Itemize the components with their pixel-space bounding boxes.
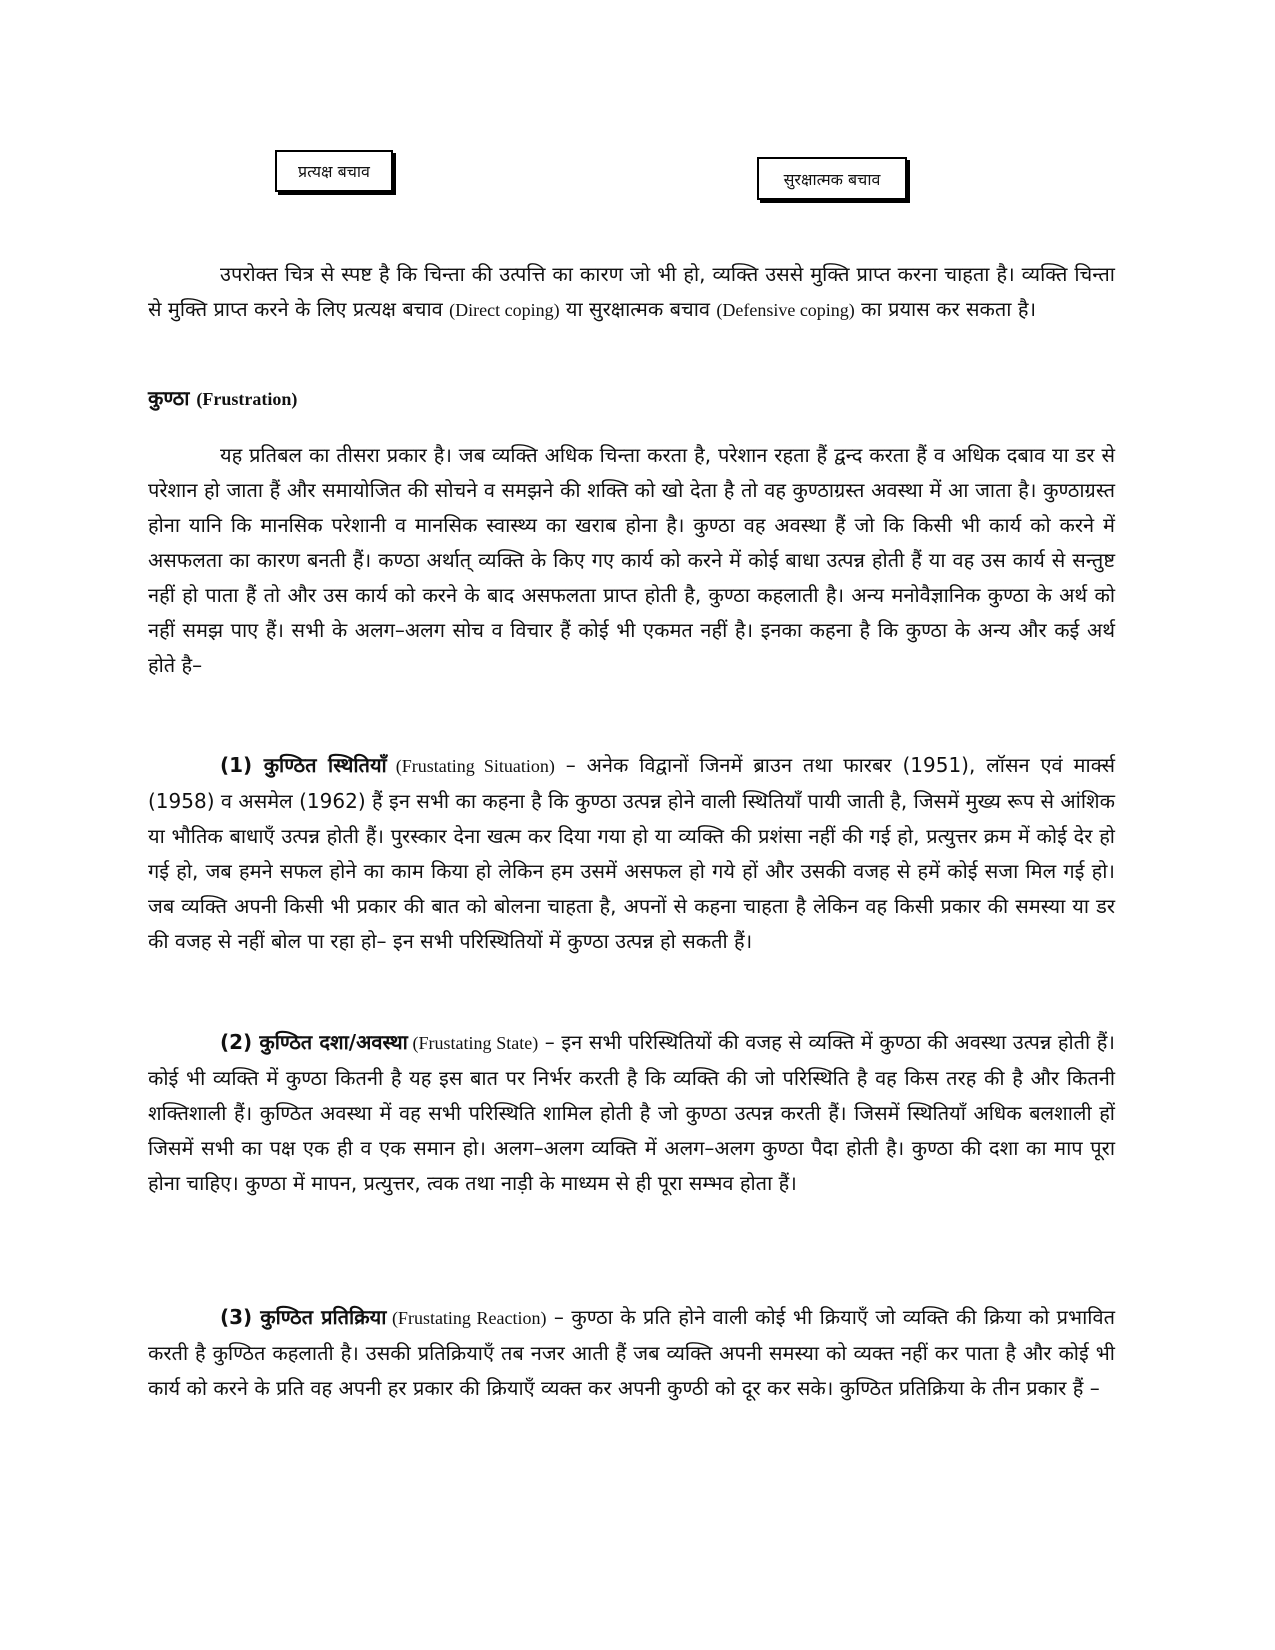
item1-text: – अनेक विद्वानों जिनमें ब्राउन तथा फारबर (1951), लॉसन एवं मार्क्स (1958) व असमेल (1962) हैं इन सभी का कहना है कि कुण्ठा उत्पन्न होने वाली स्थितियाँ पायी जाती है, जिसमें मुख्य रूप से आंशिक या भौतिक बाधाएँ उत्पन्न होती हैं। पुरस्कार देना खत्म कर दिया गया हो या व्यक्ति की प्रशंसा नहीं की गई हो, प्रत्युत्तर क्रम में कोई देर हो गई हो, जब हमने सफल होने का काम किया हो लेकिन हम उसमें असफल हो गये हों और उसकी वजह से हमें कोई सजा मिल गई हो। जब व्यक्ति अपनी किसी भी प्रकार की बात को बोलना चाहता है, अपनों से कहना चाहता है लेकिन वह किसी प्रकार की समस्या या डर की वजह से नहीं बोल पा रहा हो– इन सभी परिस्थितियों में कुण्ठा उत्पन्न हो सकती हैं। [148,753,1115,953]
item1-english: (Frustating Situation) [386,756,555,776]
defensive-coping-box [757,157,907,200]
frustration-paragraph [148,438,1115,683]
intro-text-2: या सुरक्षात्मक बचाव [559,297,717,321]
section-heading [148,384,297,411]
item-frustrating-reaction [148,1300,1115,1406]
intro-en-2: (Defensive coping) [716,300,855,320]
item2-heading: (2) कुण्ठित दशा/अवस्था [220,1030,408,1054]
direct-coping-box [275,150,393,192]
item2-english: (Frustating State) [407,1033,539,1053]
item-frustrating-state [148,1025,1115,1201]
item2-text: – इन सभी परिस्थितियों की वजह से व्यक्ति में कुण्ठा की अवस्था उत्पन्न होती हैं। कोई भी व्यक्ति में कुण्ठा कितनी है यह इस बात पर निर्भर करती है कि व्यक्ति की जो परिस्थिति है वह किस तरह की है और कितनी शक्तिशाली हैं। कुण्ठित अवस्था में वह सभी परिस्थिति शामिल होती है जो कुण्ठा उत्पन्न करती हैं। जिसमें स्थितियाँ अधिक बलशाली हों जिसमें सभी का पक्ष एक ही व एक समान हो। अलग–अलग व्यक्ति में अलग–अलग कुण्ठा पैदा होती है। कुण्ठा की दशा का माप पूरा होना चाहिए। कुण्ठा में मापन, प्रत्युत्तर, त्वक तथा नाड़ी के माध्यम से ही पूरा सम्भव होता हैं। [148,1030,1115,1195]
item3-heading: (3) कुण्ठित प्रतिक्रिया [220,1305,387,1329]
intro-text-1: उपरोक्त चित्र से स्पष्ट है कि चिन्ता की उत्पत्ति का कारण जो भी हो, व्यक्ति उससे मुक्ति प्राप्त करना चाहता है। व्यक्ति चिन्ता से मुक्ति प्राप्त करने के लिए प्रत्यक्ष बचाव [148,262,1115,321]
intro-paragraph [148,257,1115,328]
direct-coping-label: प्रत्यक्ष बचाव [298,162,370,181]
frustration-text: यह प्रतिबल का तीसरा प्रकार है। जब व्यक्ति अधिक चिन्ता करता है, परेशान रहता हैं द्वन्द करता हैं व अधिक दबाव या डर से परेशान हो जाता हैं और समायोजित की सोचने व समझने की शक्ति को खो देता है तो वह कुण्ठाग्रस्त अवस्था में आ जाता है। कुण्ठाग्रस्त होना यानि कि मानसिक परेशानी व मानसिक स्वास्थ्य का खराब होना है। कुण्ठा वह अवस्था हैं जो कि किसी भी कार्य को करने में असफलता का कारण बनती हैं। कण्ठा अर्थात् व्यक्ति के किए गए कार्य को करने में कोई बाधा उत्पन्न होती हैं या वह उस कार्य से सन्तुष्ट नहीं हो पाता हैं तो और उस कार्य को करने के बाद असफलता प्राप्त होती है, कुण्ठा कहलाती है। अन्य मनोवैज्ञानिक कुण्ठा के अर्थ को नहीं समझ पाए हैं। सभी के अलग–अलग सोच व विचार हैं कोई भी एकमत नहीं है। इनका कहना है कि कुण्ठा के अन्य और कई अर्थ होते है– [148,443,1115,677]
item-frustrating-situation [148,748,1115,959]
item3-text: – कुण्ठा के प्रति होने वाली कोई भी क्रियाएँ जो व्यक्ति की क्रिया को प्रभावित करती है कुण्ठित कहलाती है। उसकी प्रतिक्रियाएँ तब नजर आती हैं जब व्यक्ति अपनी समस्या को व्यक्त नहीं कर पाता है और कोई भी कार्य को करने के प्रति वह अपनी हर प्रकार की क्रियाएँ व्यक्त कर अपनी कुण्ठी को दूर कर सके। कुण्ठित प्रतिक्रिया के तीन प्रकार हैं – [148,1305,1115,1400]
section-title-hindi: कुण्ठा [148,386,197,410]
item1-heading: (1) कुण्ठित स्थितियाँ [220,753,387,777]
item3-english: (Frustating Reaction) [386,1308,547,1328]
defensive-coping-label: सुरक्षात्मक बचाव [783,169,881,189]
intro-en-1: (Direct coping) [449,300,560,320]
section-title-english: (Frustration) [196,389,298,409]
intro-text-3: का प्रयास कर सकता है। [854,297,1037,321]
